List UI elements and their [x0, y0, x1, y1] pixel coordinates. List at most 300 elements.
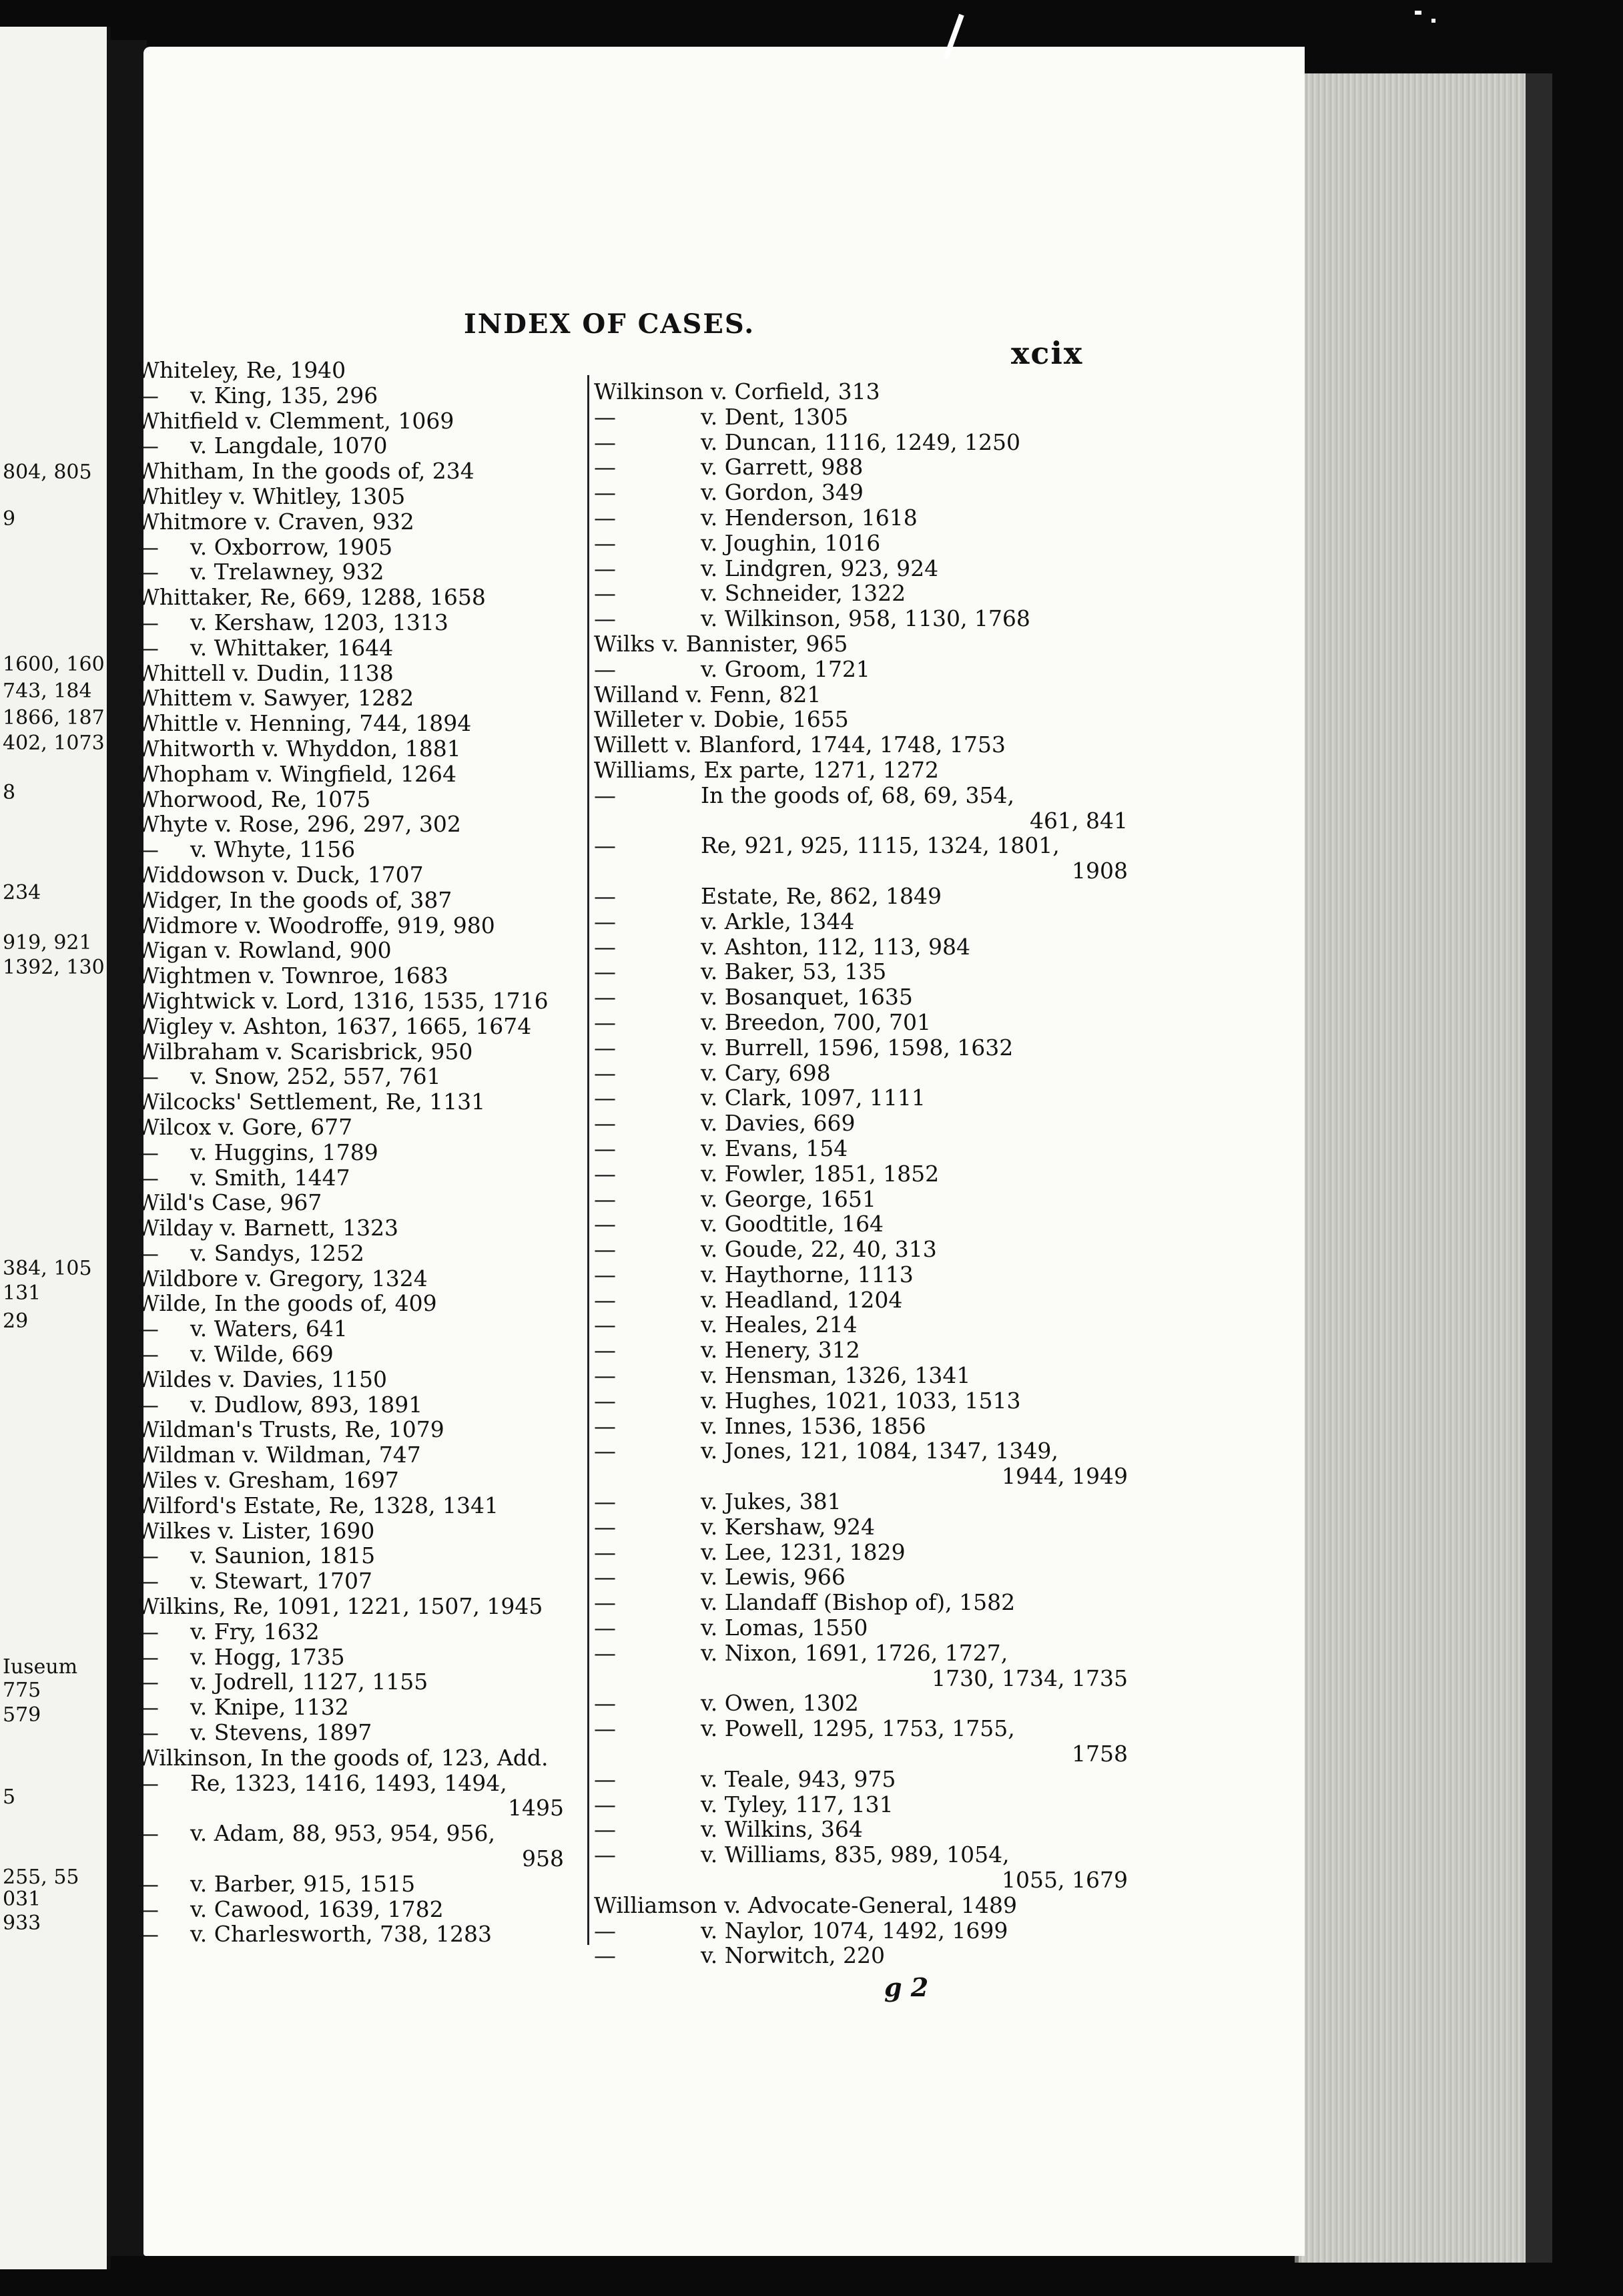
- index-entry: [594, 1363, 1141, 1388]
- entry-text: v. Snow, 252, 557, 761: [190, 1063, 441, 1090]
- index-entry: [594, 808, 1141, 834]
- entry-text: v. Barber, 915, 1515: [190, 1870, 416, 1897]
- entry-text: Whittell v. Dudin, 1138: [137, 659, 394, 686]
- entry-text: Estate, Re, 862, 1849: [701, 882, 942, 909]
- index-entry: [594, 1792, 1141, 1817]
- entry-text: v. Evans, 154: [701, 1135, 848, 1161]
- entry-text: v. Duncan, 1116, 1249, 1250: [701, 428, 1020, 455]
- index-entry: [594, 1767, 1141, 1792]
- entry-continuation: 1908: [1072, 858, 1128, 884]
- index-entry: [594, 581, 1141, 606]
- entry-text: v. Lomas, 1550: [701, 1615, 868, 1641]
- ditto-dash: —: [594, 1009, 616, 1035]
- entry-text: v. Henery, 312: [701, 1337, 860, 1364]
- ditto-dash: —: [594, 1841, 616, 1868]
- index-entry: [594, 505, 1141, 531]
- prev-page-fragment: 1392, 130: [3, 956, 105, 979]
- entry-text: Wilkins, Re, 1091, 1221, 1507, 1945: [137, 1593, 543, 1620]
- entry-text: Whitmore v. Craven, 932: [137, 508, 414, 535]
- entry-text: v. Teale, 943, 975: [701, 1765, 896, 1792]
- entry-text: Wilkinson, In the goods of, 123, Add.: [137, 1744, 549, 1771]
- index-entry: [594, 1187, 1141, 1212]
- prev-page-fragment: 933: [3, 1912, 41, 1935]
- index-entry: [137, 938, 577, 963]
- ditto-dash: —: [594, 1034, 616, 1061]
- entry-text: v. Powell, 1295, 1753, 1755,: [701, 1715, 1015, 1742]
- scan-artifact: [1415, 11, 1421, 15]
- entry-text: v. Breedon, 700, 701: [701, 1009, 931, 1035]
- index-entry: [594, 1943, 1141, 1968]
- index-entry: [594, 1010, 1141, 1035]
- index-entry: [594, 1211, 1141, 1237]
- entry-continuation: 1495: [508, 1795, 564, 1821]
- prev-page-fragment: 402, 1073: [3, 732, 105, 755]
- prev-page-fragment: 775: [3, 1679, 41, 1702]
- ditto-dash: —: [594, 882, 616, 909]
- index-entry: [137, 1594, 577, 1619]
- ditto-dash: —: [137, 1164, 159, 1191]
- entry-continuation: 1055, 1679: [1002, 1867, 1128, 1894]
- index-entry: [594, 884, 1141, 909]
- entry-text: v. Whyte, 1156: [190, 836, 356, 863]
- entry-text: v. Wilkinson, 958, 1130, 1768: [701, 605, 1030, 632]
- entry-text: v. Fowler, 1851, 1852: [701, 1160, 940, 1187]
- ditto-dash: —: [594, 1538, 616, 1565]
- entry-text: v. Adam, 88, 953, 954, 956,: [190, 1820, 495, 1847]
- index-entry: [137, 1745, 577, 1771]
- index-entry: [137, 459, 577, 484]
- prev-page-fragment: 1866, 187: [3, 706, 105, 730]
- index-entry: [594, 909, 1141, 934]
- prev-page-fragment: 743, 184: [3, 679, 92, 703]
- index-entry: [137, 711, 577, 736]
- index-entry: [137, 585, 577, 610]
- index-entry: [137, 685, 577, 711]
- entry-text: v. Baker, 53, 135: [701, 958, 887, 985]
- ditto-dash: —: [137, 1139, 159, 1165]
- entry-text: v. Knipe, 1132: [190, 1694, 349, 1721]
- index-entry: [137, 1367, 577, 1392]
- entry-text: v. Cary, 698: [701, 1059, 831, 1086]
- index-entry: [137, 1190, 577, 1215]
- entry-text: v. Fry, 1632: [190, 1618, 320, 1645]
- index-entry: [137, 408, 577, 434]
- index-entry: [594, 1918, 1141, 1944]
- entry-text: Widdowson v. Duck, 1707: [137, 861, 424, 888]
- index-entry: [137, 1291, 577, 1316]
- entry-text: v. Saunion, 1815: [190, 1542, 376, 1569]
- entry-text: Wild's Case, 967: [137, 1189, 322, 1216]
- entry-text: Willett v. Blanford, 1744, 1748, 1753: [594, 732, 1006, 758]
- entry-text: Re, 921, 925, 1115, 1324, 1801,: [701, 832, 1060, 859]
- entry-text: Williamson v. Advocate-General, 1489: [594, 1892, 1017, 1918]
- entry-text: In the goods of, 68, 69, 354,: [701, 782, 1015, 808]
- ditto-dash: —: [594, 1185, 616, 1212]
- index-entry: [137, 383, 577, 408]
- entry-text: Wigan v. Rowland, 900: [137, 937, 392, 964]
- entry-continuation: 958: [522, 1845, 564, 1872]
- ditto-dash: —: [594, 1513, 616, 1540]
- entry-text: v. Lee, 1231, 1829: [701, 1538, 906, 1565]
- index-entry: [594, 1716, 1141, 1741]
- ditto-dash: —: [137, 1063, 159, 1090]
- entry-text: Wiles v. Gresham, 1697: [137, 1467, 399, 1494]
- prev-page-fragment: 384, 105: [3, 1257, 92, 1280]
- entry-text: Wightmen v. Townroe, 1683: [137, 962, 448, 989]
- entry-continuation: 1730, 1734, 1735: [932, 1665, 1128, 1691]
- index-entry: [137, 812, 577, 837]
- entry-text: v. Hensman, 1326, 1341: [701, 1362, 971, 1389]
- index-entry: [594, 833, 1141, 858]
- entry-text: Whyte v. Rose, 296, 297, 302: [137, 811, 461, 838]
- index-entry: [137, 1014, 577, 1039]
- entry-text: v. Oxborrow, 1905: [190, 533, 393, 560]
- ditto-dash: —: [594, 1690, 616, 1717]
- entry-text: v. Ashton, 112, 113, 984: [701, 933, 971, 960]
- ditto-dash: —: [594, 1286, 616, 1313]
- entry-text: Wilford's Estate, Re, 1328, 1341: [137, 1492, 499, 1518]
- ditto-dash: —: [594, 1942, 616, 1969]
- entry-text: v. Clark, 1097, 1111: [701, 1085, 926, 1111]
- prev-page-fragment: 131: [3, 1281, 41, 1305]
- column-divider-rule: [587, 375, 589, 1945]
- scan-artifact: [1431, 19, 1435, 23]
- entry-text: Wilkes v. Lister, 1690: [137, 1517, 375, 1544]
- entry-text: Whittaker, Re, 669, 1288, 1658: [137, 584, 486, 611]
- ditto-dash: —: [594, 1564, 616, 1591]
- entry-text: v. Dent, 1305: [701, 403, 849, 430]
- entry-text: Re, 1323, 1416, 1493, 1494,: [190, 1769, 507, 1796]
- index-entry: [137, 963, 577, 988]
- entry-text: v. Hogg, 1735: [190, 1643, 345, 1670]
- index-entry: [594, 1464, 1141, 1489]
- ditto-dash: —: [594, 1211, 616, 1237]
- entry-text: v. Gordon, 349: [701, 479, 864, 506]
- entry-text: v. Dudlow, 893, 1891: [190, 1391, 423, 1418]
- index-entry: [137, 1645, 577, 1670]
- entry-text: v. Goodtitle, 164: [701, 1211, 884, 1237]
- ditto-dash: —: [594, 1160, 616, 1187]
- entry-text: v. Tyley, 117, 131: [701, 1791, 894, 1817]
- index-entry: [137, 787, 577, 812]
- entry-text: v. Wilde, 669: [190, 1341, 334, 1368]
- index-entry: [137, 1442, 577, 1468]
- index-entry: [137, 1316, 577, 1342]
- entry-text: v. Innes, 1536, 1856: [701, 1412, 926, 1439]
- prev-page-fragment: Iuseum: [3, 1655, 78, 1679]
- ditto-dash: —: [594, 1337, 616, 1364]
- prev-page-fragment: 9: [3, 507, 16, 531]
- entry-text: Whittle v. Henning, 744, 1894: [137, 710, 472, 737]
- ditto-dash: —: [137, 382, 159, 408]
- entry-text: v. Arkle, 1344: [701, 908, 855, 934]
- index-entry: [594, 1741, 1141, 1767]
- index-entry: [137, 1695, 577, 1720]
- index-entry: [594, 1514, 1141, 1540]
- ditto-dash: —: [594, 984, 616, 1011]
- index-entry: [594, 404, 1141, 430]
- ditto-dash: —: [594, 1362, 616, 1389]
- entry-continuation: 1944, 1949: [1002, 1463, 1128, 1490]
- entry-text: v. Sandys, 1252: [190, 1239, 364, 1266]
- entry-text: Wilks v. Bannister, 965: [594, 630, 848, 657]
- ditto-dash: —: [137, 1870, 159, 1897]
- index-entry: [137, 888, 577, 913]
- index-entry: [137, 661, 577, 686]
- index-entry: [137, 1846, 577, 1872]
- ditto-dash: —: [137, 1391, 159, 1418]
- ditto-dash: —: [137, 1341, 159, 1368]
- ditto-dash: —: [594, 605, 616, 632]
- entry-text: v. Schneider, 1322: [701, 580, 906, 607]
- index-entry: [137, 1493, 577, 1518]
- index-entry: [137, 1720, 577, 1745]
- entry-text: Wilcocks' Settlement, Re, 1131: [137, 1089, 486, 1115]
- entry-text: v. Cawood, 1639, 1782: [190, 1896, 444, 1922]
- ditto-dash: —: [594, 454, 616, 481]
- entry-text: v. King, 135, 296: [190, 382, 378, 408]
- index-entry: [137, 988, 577, 1014]
- prev-page-fragment: 29: [3, 1310, 29, 1333]
- entry-text: v. Lindgren, 923, 924: [701, 555, 939, 581]
- index-entry: [594, 682, 1141, 707]
- entry-text: v. Waters, 641: [190, 1316, 348, 1342]
- entry-text: v. Heales, 214: [701, 1312, 858, 1338]
- index-entry: [137, 1897, 577, 1922]
- entry-text: Wilde, In the goods of, 409: [137, 1290, 437, 1317]
- ditto-dash: —: [594, 908, 616, 934]
- index-entry: [137, 358, 577, 383]
- index-entry: [594, 606, 1141, 631]
- entry-text: v. Jodrell, 1127, 1155: [190, 1669, 428, 1695]
- index-entry: [137, 1518, 577, 1544]
- index-entry: [137, 559, 577, 585]
- entry-text: v. Burrell, 1596, 1598, 1632: [701, 1034, 1014, 1061]
- index-column-left: [137, 358, 577, 1947]
- index-entry: [594, 1338, 1141, 1363]
- ditto-dash: —: [594, 1639, 616, 1666]
- entry-text: Wildbore v. Gregory, 1324: [137, 1265, 428, 1292]
- page-number: xcix: [1011, 335, 1084, 371]
- ditto-dash: —: [594, 479, 616, 506]
- index-entry: [137, 610, 577, 635]
- ditto-dash: —: [137, 1316, 159, 1342]
- index-entry: [594, 1111, 1141, 1136]
- index-entry: [594, 934, 1141, 960]
- ditto-dash: —: [594, 1412, 616, 1439]
- ditto-dash: —: [594, 1387, 616, 1414]
- ditto-dash: —: [137, 559, 159, 585]
- entry-text: Wilkinson v. Corfield, 313: [594, 378, 880, 404]
- entry-text: v. Jukes, 381: [701, 1488, 842, 1515]
- index-entry: [594, 430, 1141, 455]
- entry-text: Whitley v. Whitley, 1305: [137, 483, 406, 509]
- index-entry: [137, 1241, 577, 1266]
- entry-text: v. Bosanquet, 1635: [701, 984, 913, 1011]
- ditto-dash: —: [137, 634, 159, 661]
- index-entry: [594, 1868, 1141, 1893]
- index-entry: [594, 1893, 1141, 1918]
- ditto-dash: —: [594, 1135, 616, 1161]
- ditto-dash: —: [137, 1618, 159, 1645]
- ditto-dash: —: [137, 533, 159, 560]
- entry-text: Widger, In the goods of, 387: [137, 886, 452, 913]
- entry-text: Wightwick v. Lord, 1316, 1535, 1716: [137, 987, 549, 1014]
- index-entry: [594, 657, 1141, 682]
- running-head: INDEX OF CASES.: [464, 308, 755, 340]
- ditto-dash: —: [137, 1239, 159, 1266]
- ditto-dash: —: [137, 1820, 159, 1847]
- entry-text: Whitworth v. Whyddon, 1881: [137, 735, 461, 762]
- entry-text: v. Charlesworth, 738, 1283: [190, 1921, 493, 1948]
- index-entry: [137, 1089, 577, 1115]
- entry-text: Whitfield v. Clemment, 1069: [137, 407, 454, 434]
- entry-text: v. Norwitch, 220: [701, 1942, 885, 1969]
- index-entry: [594, 984, 1141, 1010]
- ditto-dash: —: [137, 1719, 159, 1746]
- index-entry: [137, 1064, 577, 1089]
- entry-text: v. Huggins, 1789: [190, 1139, 378, 1165]
- entry-text: Willand v. Fenn, 821: [594, 681, 822, 707]
- entry-text: v. George, 1651: [701, 1185, 876, 1212]
- index-entry: [594, 455, 1141, 480]
- index-entry: [137, 1140, 577, 1165]
- index-entry: [137, 1922, 577, 1947]
- ditto-dash: —: [594, 580, 616, 607]
- index-entry: [137, 837, 577, 862]
- entry-text: Widmore v. Woodroffe, 919, 980: [137, 912, 495, 938]
- ditto-dash: —: [594, 1438, 616, 1464]
- index-entry: [137, 1115, 577, 1140]
- index-entry: [594, 758, 1141, 783]
- index-entry: [594, 480, 1141, 505]
- index-entry: [137, 1771, 577, 1796]
- ditto-dash: —: [594, 1059, 616, 1086]
- prev-page-fragment: 579: [3, 1703, 41, 1727]
- entry-text: Whorwood, Re, 1075: [137, 786, 371, 812]
- entry-text: v. Stewart, 1707: [190, 1568, 373, 1595]
- index-entry: [594, 1691, 1141, 1716]
- index-entry: [594, 1540, 1141, 1565]
- index-entry: [594, 1641, 1141, 1666]
- entry-text: v. Henderson, 1618: [701, 504, 918, 531]
- index-entry: [137, 1795, 577, 1821]
- index-entry: [594, 1035, 1141, 1061]
- index-entry: [594, 1414, 1141, 1439]
- index-entry: [137, 862, 577, 888]
- index-entry: [594, 631, 1141, 657]
- index-entry: [594, 1085, 1141, 1111]
- entry-text: v. Stevens, 1897: [190, 1719, 372, 1746]
- ditto-dash: —: [137, 1669, 159, 1695]
- prev-page-fragment: 919, 921: [3, 931, 92, 954]
- entry-text: Willeter v. Dobie, 1655: [594, 706, 849, 733]
- index-entry: [594, 1388, 1141, 1414]
- entry-text: Wilbraham v. Scarisbrick, 950: [137, 1038, 473, 1065]
- index-entry: [137, 1342, 577, 1367]
- ditto-dash: —: [137, 609, 159, 635]
- ditto-dash: —: [137, 836, 159, 863]
- entry-text: v. Hughes, 1021, 1033, 1513: [701, 1387, 1021, 1414]
- prev-page-fragment: 8: [3, 781, 16, 804]
- prev-page-fragment: 031: [3, 1888, 41, 1911]
- entry-text: v. Nixon, 1691, 1726, 1727,: [701, 1639, 1008, 1666]
- entry-text: v. Garrett, 988: [701, 454, 864, 481]
- prev-page-fragment: 234: [3, 881, 41, 904]
- index-entry: [594, 531, 1141, 556]
- entry-text: v. Haythorne, 1113: [701, 1261, 914, 1287]
- entry-text: v. Trelawney, 932: [190, 559, 384, 585]
- entry-text: Wildman v. Wildman, 747: [137, 1442, 421, 1468]
- index-entry: [594, 1842, 1141, 1868]
- previous-page-edge: [0, 27, 111, 2269]
- ditto-dash: —: [594, 958, 616, 985]
- index-entry: [594, 707, 1141, 732]
- index-entry: [594, 556, 1141, 581]
- index-entry: [594, 1312, 1141, 1338]
- index-entry: [137, 1392, 577, 1418]
- index-entry: [137, 1872, 577, 1897]
- index-entry: [594, 1666, 1141, 1691]
- ditto-dash: —: [137, 1542, 159, 1569]
- index-entry: [594, 1136, 1141, 1161]
- entry-text: Williams, Ex parte, 1271, 1272: [594, 756, 939, 783]
- index-entry: [137, 433, 577, 459]
- entry-text: v. Joughin, 1016: [701, 529, 881, 556]
- entry-text: v. Goude, 22, 40, 313: [701, 1236, 937, 1263]
- prev-page-fragment: 255, 55: [3, 1866, 79, 1889]
- ditto-dash: —: [594, 655, 616, 682]
- index-entry: [594, 1615, 1141, 1641]
- entry-text: v. Davies, 669: [701, 1110, 856, 1137]
- index-entry: [594, 1061, 1141, 1086]
- entry-text: v. Langdale, 1070: [190, 433, 388, 459]
- ditto-dash: —: [594, 1816, 616, 1843]
- index-entry: [594, 1590, 1141, 1615]
- entry-text: v. Jones, 121, 1084, 1347, 1349,: [701, 1438, 1058, 1464]
- index-entry: [594, 1564, 1141, 1590]
- entry-text: Wildman's Trusts, Re, 1079: [137, 1416, 444, 1443]
- entry-text: Wigley v. Ashton, 1637, 1665, 1674: [137, 1013, 532, 1039]
- index-entry: [137, 1266, 577, 1292]
- ditto-dash: —: [137, 1568, 159, 1595]
- page-block-edges: [1295, 73, 1526, 2263]
- ditto-dash: —: [594, 1917, 616, 1944]
- index-entry: [594, 783, 1141, 808]
- index-entry: [137, 762, 577, 787]
- index-entry: [594, 1489, 1141, 1514]
- index-entry: [137, 1165, 577, 1191]
- ditto-dash: —: [594, 1312, 616, 1338]
- ditto-dash: —: [137, 433, 159, 459]
- index-column-right: [594, 379, 1141, 1968]
- ditto-dash: —: [594, 1261, 616, 1287]
- index-entry: [137, 1215, 577, 1241]
- entry-text: v. Whittaker, 1644: [190, 634, 394, 661]
- entry-text: v. Wilkins, 364: [701, 1816, 863, 1843]
- entry-text: v. Groom, 1721: [701, 655, 870, 682]
- entry-text: v. Llandaff (Bishop of), 1582: [701, 1589, 1016, 1616]
- signature-mark: g 2: [884, 1972, 929, 2002]
- ditto-dash: —: [594, 1765, 616, 1792]
- ditto-dash: —: [594, 1110, 616, 1137]
- entry-text: v. Owen, 1302: [701, 1690, 859, 1717]
- index-entry: [137, 1468, 577, 1493]
- index-entry: [137, 484, 577, 509]
- index-entry: [137, 1039, 577, 1065]
- index-entry: [137, 1417, 577, 1442]
- index-entry: [594, 959, 1141, 984]
